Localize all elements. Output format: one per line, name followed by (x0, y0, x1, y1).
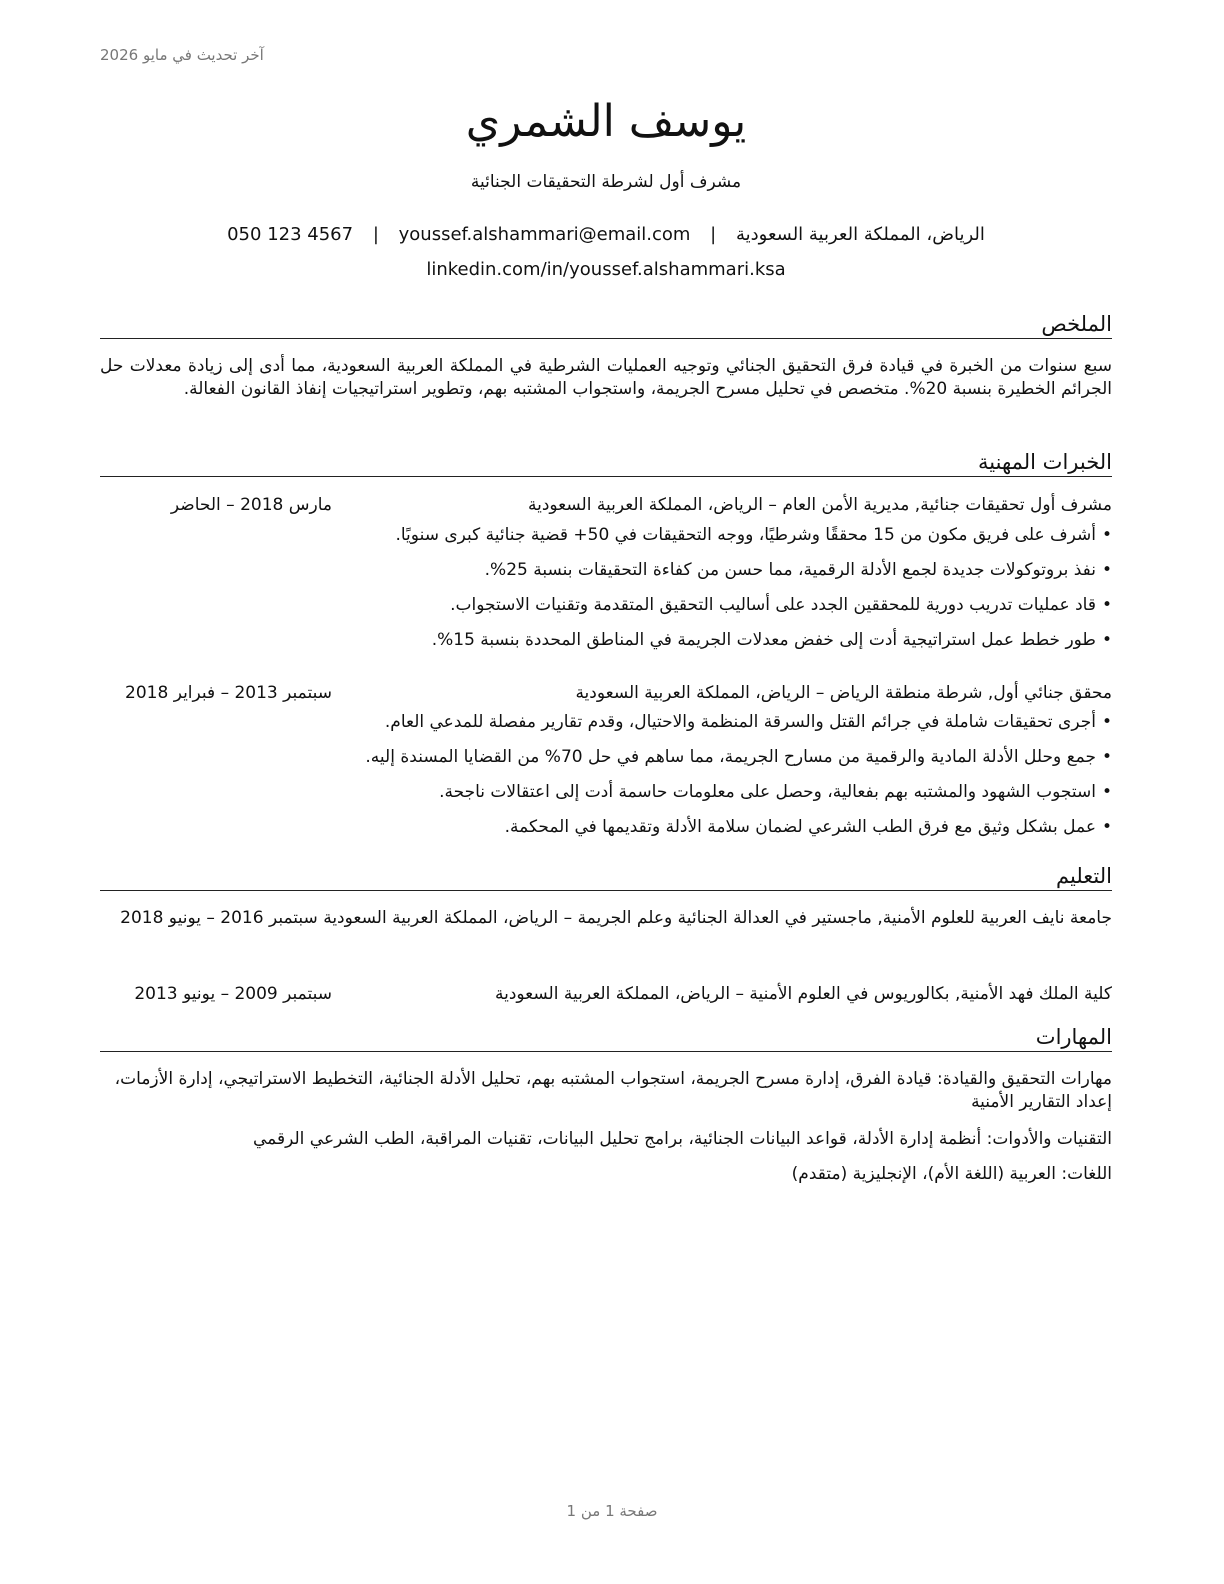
job-role: محقق جنائي أول, شرطة منطقة الرياض – الرياض، المملكة العربية السعودية (575, 683, 1112, 703)
education-heading: التعليم (100, 862, 1112, 891)
candidate-title: مشرف أول لشرطة التحقيقات الجنائية (470, 172, 742, 192)
bullet-dot: • (1101, 525, 1112, 545)
job-dates: سبتمبر 2013 – فبراير 2018 (125, 683, 332, 703)
contact-separator: | (372, 224, 379, 245)
job-dates: مارس 2018 – الحاضر (170, 495, 332, 515)
skills-heading: المهارات (100, 1023, 1112, 1052)
education-text: جامعة نايف العربية للعلوم الأمنية, ماجستير في العدالة الجنائية وعلم الجريمة – الرياض، المملكة العربية السعودية (323, 908, 1112, 928)
education-dates: سبتمبر 2009 – يونيو 2013 (134, 984, 332, 1004)
job-role: مشرف أول تحقيقات جنائية, مديرية الأمن العام – الرياض، المملكة العربية السعودية (527, 495, 1112, 515)
education-entry (100, 982, 1112, 1006)
list-item: •نفذ بروتوكولات جديدة لجمع الأدلة الرقمية، مما حسن من كفاءة التحقيقات بنسبة 25%. (484, 560, 1112, 580)
job-bullets (100, 711, 1112, 851)
list-item: •استجوب الشهود والمشتبه بهم بفعالية، وحصل على معلومات حاسمة أدت إلى اعتقالات ناجحة. (439, 782, 1112, 802)
bullet-dot: • (1101, 630, 1112, 650)
job-header (100, 681, 1112, 705)
summary-heading: الملخص (100, 310, 1112, 339)
bullet-dot: • (1101, 712, 1112, 732)
list-item: •طور خطط عمل استراتيجية أدت إلى خفض معدلات الجريمة في المناطق المحددة بنسبة 15%. (431, 630, 1112, 650)
contact-location: الرياض، المملكة العربية السعودية (735, 224, 985, 245)
list-item: •أجرى تحقيقات شاملة في جرائم القتل والسرقة المنظمة والاحتيال، وقدم تقارير مفصلة للمدعي العام. (384, 712, 1112, 732)
summary-text: سبع سنوات من الخبرة في قيادة فرق التحقيق الجنائي وتوجيه العمليات الشرطية في المملكة العربية السعودية، مما أدى إلى زيادة معدلات حل الجرائم الخطيرة بنسبة 20%. متخصص في تحليل مسرح الجريمة، واستجواب المشتبه بهم، وتطوير استراتيجيات إنفاذ القانون الفعالة. (100, 356, 1112, 399)
list-item: •أشرف على فريق مكون من 15 محققًا وشرطيًا، ووجه التحقيقات في 50+ قضية جنائية كبرى سنويًا. (395, 525, 1112, 545)
job-header (100, 493, 1112, 517)
education-dates: سبتمبر 2016 – يونيو 2018 (120, 908, 318, 928)
list-item: •جمع وحلل الأدلة المادية والرقمية من مسارح الجريمة، مما ساهم في حل 70% من القضايا المسندة إليه. (365, 747, 1112, 767)
page-number: صفحة 1 من 1 (566, 1502, 658, 1520)
contact-phone[interactable]: 050 123 4567 (227, 224, 354, 245)
education-entry (100, 907, 1112, 930)
contact-line (100, 222, 1112, 248)
list-item: •قاد عمليات تدريب دورية للمحققين الجدد على أساليب التحقيق المتقدمة وتقنيات الاستجواب. (450, 595, 1112, 615)
bullet-dot: • (1101, 747, 1112, 767)
skill-line: التقنيات والأدوات: أنظمة إدارة الأدلة، قواعد البيانات الجنائية، برامج تحليل البيانات، تقنيات المراقبة، الطب الشرعي الرقمي (252, 1129, 1112, 1149)
contact-linkedin[interactable]: linkedin.com/in/youssef.alshammari.ksa (426, 259, 786, 280)
bullet-dot: • (1101, 560, 1112, 580)
bullet-dot: • (1101, 595, 1112, 615)
education-text: كلية الملك فهد الأمنية, بكالوريوس في العلوم الأمنية – الرياض، المملكة العربية السعودية (494, 984, 1112, 1004)
candidate-name: يوسف الشمري (465, 96, 747, 147)
job-bullets (100, 524, 1112, 664)
bullet-dot: • (1101, 782, 1112, 802)
list-item: •عمل بشكل وثيق مع فرق الطب الشرعي لضمان سلامة الأدلة وتقديمها في المحكمة. (504, 817, 1112, 837)
contact-separator: | (710, 224, 717, 245)
skill-line: اللغات: العربية (اللغة الأم)، الإنجليزية (متقدم) (791, 1164, 1112, 1184)
bullet-dot: • (1101, 817, 1112, 837)
last-updated-note: آخر تحديث في مايو 2026 (100, 46, 264, 64)
contact-email[interactable]: youssef.alshammari@email.com (398, 224, 691, 245)
skill-line: مهارات التحقيق والقيادة: قيادة الفرق، إدارة مسرح الجريمة، استجواب المشتبه بهم، تحليل الأدلة الجنائية، التخطيط الاستراتيجي، إدارة الأزمات، إعداد التقارير الأمنية (114, 1069, 1112, 1112)
experience-heading: الخبرات المهنية (100, 448, 1112, 477)
